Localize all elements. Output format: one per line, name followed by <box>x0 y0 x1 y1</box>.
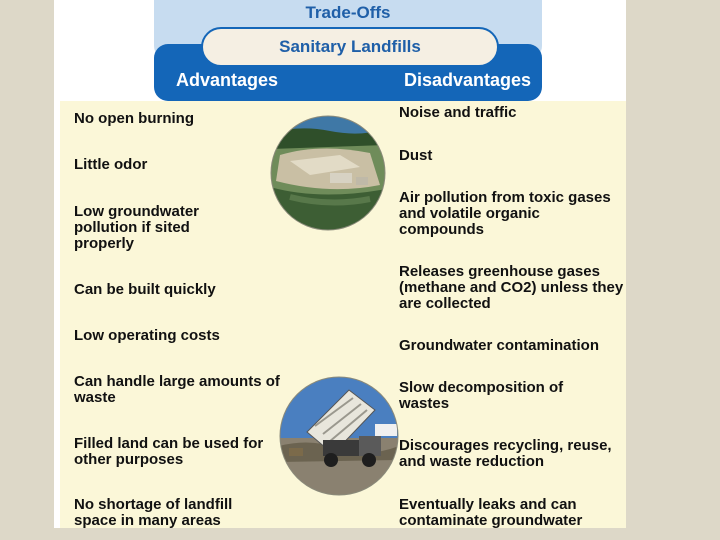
disadvantage-item: Releases greenhouse gases (methane and CO2) unless they are collected <box>399 263 624 312</box>
disadvantage-item: Groundwater contamination <box>399 337 600 354</box>
advantage-item: Can be built quickly <box>74 281 216 298</box>
landfill-aerial-photo <box>270 115 386 231</box>
disadvantage-item: Discourages recycling, reuse, and waste reduction <box>399 437 612 470</box>
disadvantage-item: Dust <box>399 147 433 164</box>
disadvantage-item: Eventually leaks and can contaminate groundwater <box>399 496 583 528</box>
content-panel <box>60 101 626 528</box>
advantage-item: Can handle large amounts of waste <box>74 373 280 406</box>
disadvantage-item: Air pollution from toxic gases and volatile organic compounds <box>399 189 611 238</box>
advantage-item: Low groundwater pollution if sited properly <box>74 203 199 252</box>
title: Trade-Offs <box>305 3 391 22</box>
advantage-item: No open burning <box>74 110 194 127</box>
advantage-item: Filled land can be used for other purposes <box>74 435 264 468</box>
advantage-item: Little odor <box>74 156 148 173</box>
advantage-item: No shortage of landfill space in many areas <box>74 496 233 528</box>
advantages-heading: Advantages <box>176 70 279 90</box>
dump-truck-photo <box>279 376 399 496</box>
disadvantage-item: Noise and traffic <box>399 104 517 121</box>
advantage-item: Low operating costs <box>74 327 220 344</box>
subtitle: Sanitary Landfills <box>201 27 499 67</box>
disadvantages-heading: Disadvantages <box>404 70 532 90</box>
disadvantage-item: Slow decomposition of wastes <box>399 379 564 412</box>
slide <box>54 0 626 528</box>
